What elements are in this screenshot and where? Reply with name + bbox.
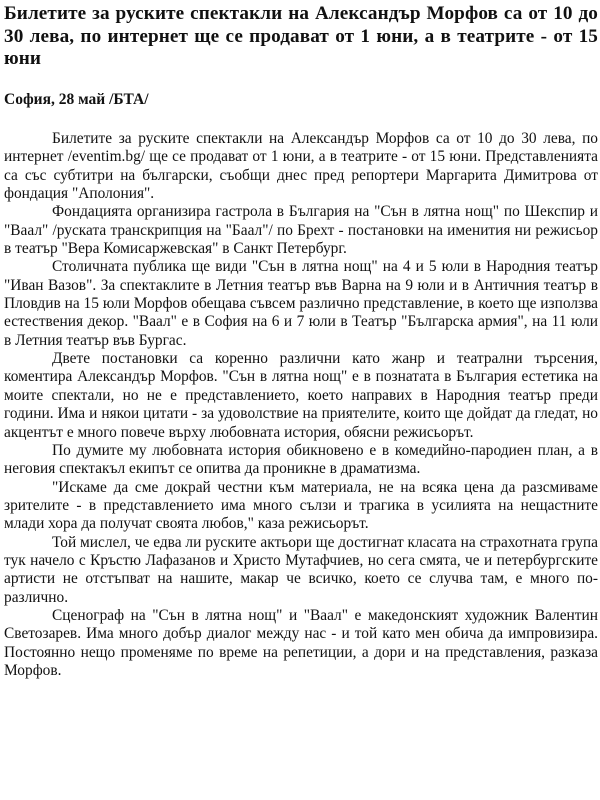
article-paragraph: Той мислел, че едва ли руските актьори ще достигнат класата на страхотната група тук начело с Кръстю Лафазанов и Христо Мутафчиев, но сега смята, че и петербургските артисти не отстъпват на нашите, макар че всичко, което се случва там, е много по-различно. <box>4 533 598 606</box>
article-title: Билетите за руските спектакли на Александър Морфов са от 10 до 30 лева, по интернет ще се продават от 1 юни, а в театрите - от 15 юни <box>4 3 598 69</box>
article-paragraph: "Искаме да сме докрай честни към материала, не на всяка цена да разсмиваме зрителите - в представлението има много сълзи и трагика в усилията на нещастните млади хора да получат своята любов," каза режисьорът. <box>4 478 598 533</box>
article-body <box>4 130 598 680</box>
article-paragraph: Фондацията организира гастрола в България на "Сън в лятна нощ" по Шекспир и "Ваал" /руската транскрипция на "Баал"/ по Брехт - постановки на именития ни режисьор в театър "Вера Комисаржевская" в Санкт Петербург. <box>4 203 598 258</box>
article-paragraph: Столичната публика ще види "Сън в лятна нощ" на 4 и 5 юли в Народния театър "Иван Вазов". За спектаклите в Летния театър във Варна на 9 юли и в Античния театър в Пловдив на 15 юли Морфов обещава съвсем различно представление, в което ще използва естествения декор. "Ваал" е в София на 6 и 7 юли в Театър "Българска армия", на 11 юли в Летния театър във Бургас. <box>4 258 598 349</box>
article-paragraph: По думите му любовната история обикновено е в комедийно-пародиен план, а в неговия спектакъл екипът се опитва да проникне в драматизма. <box>4 441 598 478</box>
article-dateline: София, 28 май /БТА/ <box>4 91 149 108</box>
article-paragraph: Сценограф на "Сън в лятна нощ" и "Ваал" е македонският художник Валентин Светозарев. Има много добър диалог между нас - и той като мен обича да импровизира. Постоянно нещо променяме по време на репетиции, а дори и на представления, разказа Морфов. <box>4 606 598 679</box>
article-paragraph: Билетите за руските спектакли на Александър Морфов са от 10 до 30 лева, по интернет /eventim.bg/ ще се продават от 1 юни, а в театрите - от 15 юни. Представленията са със субтитри на български, съобщи днес пред репортери Маргарита Димитрова от фондация "Аполония". <box>4 130 598 203</box>
article-paragraph: Двете постановки са коренно различни като жанр и театрални търсения, коментира Александър Морфов. "Сън в лятна нощ" е в познатата в България естетика на моите спектали, но не е представлението, което направих в Народния театър преди години. Има и някои цитати - за удоволствие на приятелите, които ще дойдат да гледат, но акцентът е много повече върху любовната история, обясни режисьорът. <box>4 350 598 441</box>
